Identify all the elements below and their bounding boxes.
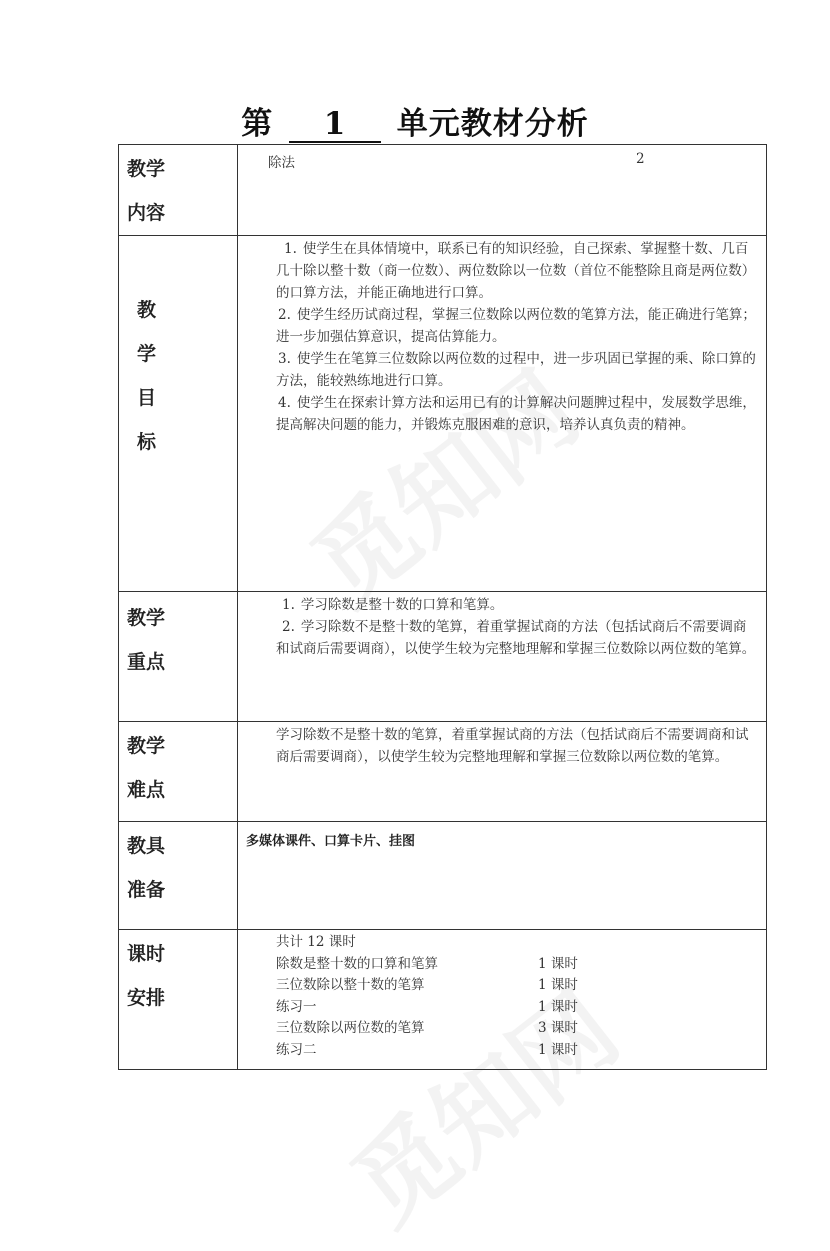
goal-item [276,392,758,436]
label-line: 教学 [127,158,166,180]
schedule-lesson-name: 三位数除以整十数的笔算 [276,977,425,993]
schedule-row [276,1040,766,1062]
label-line: 内容 [127,202,166,224]
schedule-row [276,997,766,1019]
label-schedule [119,930,238,1070]
label-char: 教 [137,299,157,321]
row-key-points [119,592,767,722]
key-point-item [276,594,758,616]
goal-item [276,304,758,348]
label-line: 重点 [127,651,166,673]
goal-text: 使学生经历试商过程，掌握三位数除以两位数的笔算方法，能正确进行笔算；进一步加强估算意识，提高估算能力。 [276,307,756,345]
schedule-row [276,954,766,976]
schedule-lesson-name: 练习二 [276,1041,317,1058]
goal-num: 1. [284,241,297,257]
goal-text: 使学生在探索计算方法和运用已有的计算解决问题脾过程中，发展数学思维，提高解决问题的能力，并锻炼克服困难的意识，培养认真负责的精神。 [276,395,756,433]
analysis-table [118,144,767,1070]
label-line: 教学 [127,607,166,629]
title-suffix: 单元教材分析 [396,106,589,142]
schedule-lesson-hours: 3 课时 [538,1020,578,1036]
key-point-item [276,616,758,660]
label-materials [119,822,238,930]
title-prefix: 第 [241,106,274,142]
row-teaching-content [119,145,767,236]
schedule-row [276,1018,766,1040]
row-teaching-goals [119,236,767,592]
row-difficulties [119,722,767,822]
goal-num: 3. [278,351,291,367]
difficulty-text: 学习除数不是整十数的笔算，着重掌握试商的方法（包括试商后不需要调商和试商后需要调商），以使学生较为完整地理解和掌握三位数除以两位数的笔算。 [276,727,749,765]
label-key-points [119,592,238,722]
cell-teaching-content [238,145,767,236]
schedule-lesson-hours: 1 课时 [538,1041,578,1058]
topic-text: 除法 [268,155,295,171]
key-point-text: 学习除数不是整十数的笔算，着重掌握试商的方法（包括试商后不需要调商和试商后需要调商），以使学生较为完整地理解和掌握三位数除以两位数的笔算。 [276,619,756,657]
goal-text: 使学生在具体情境中，联系已有的知识经验，自己探索、掌握整十数、几百几十除以整十数（商一位数）、两位数除以一位数（首位不能整除且商是两位数）的口算方法，并能正确地进行口算。 [276,241,756,301]
schedule-lesson-name: 练习一 [276,998,317,1015]
goal-item [276,238,758,304]
schedule-lesson-hours: 1 课时 [538,977,578,993]
schedule-lesson-name: 三位数除以两位数的笔算 [276,1020,425,1036]
label-difficulties [119,722,238,822]
row-materials [119,822,767,930]
cell-key-points [238,592,767,722]
cell-difficulties [238,722,767,822]
label-char: 学 [137,343,157,365]
schedule-lesson-hours: 1 课时 [538,955,578,972]
label-line: 教学 [127,735,166,757]
schedule-total: 共计 12 课时 [276,934,356,950]
goal-item [276,348,758,392]
label-line: 教具 [127,835,166,857]
label-line: 课时 [127,943,166,965]
label-char: 标 [137,431,157,453]
schedule-lesson-hours: 1 课时 [538,998,578,1015]
materials-text: 多媒体课件、口算卡片、挂图 [246,834,416,849]
label-teaching-content [119,145,238,236]
key-point-num: 2. [282,619,295,635]
label-line: 准备 [127,879,166,901]
title-unit-number: 1 [289,107,381,143]
row-schedule [119,930,767,1070]
cell-teaching-goals [238,236,767,592]
label-char: 目 [137,387,157,409]
label-line: 安排 [127,987,166,1009]
label-line: 难点 [127,779,166,801]
goal-num: 2. [278,307,291,323]
page-title [0,104,830,144]
key-point-num: 1. [282,597,295,613]
goal-num: 4. [278,395,291,411]
goal-text: 使学生在笔算三位数除以两位数的过程中，进一步巩固已掌握的乘、除口算的方法，能较熟练地进行口算。 [276,351,756,389]
label-teaching-goals [119,236,238,592]
key-point-text: 学习除数是整十数的口算和笔算。 [300,597,504,613]
cell-materials [238,822,767,930]
schedule-row [276,975,766,997]
cell-schedule [238,930,767,1070]
page-number: 2 [636,151,645,167]
schedule-lesson-name: 除数是整十数的口算和笔算 [276,955,438,972]
